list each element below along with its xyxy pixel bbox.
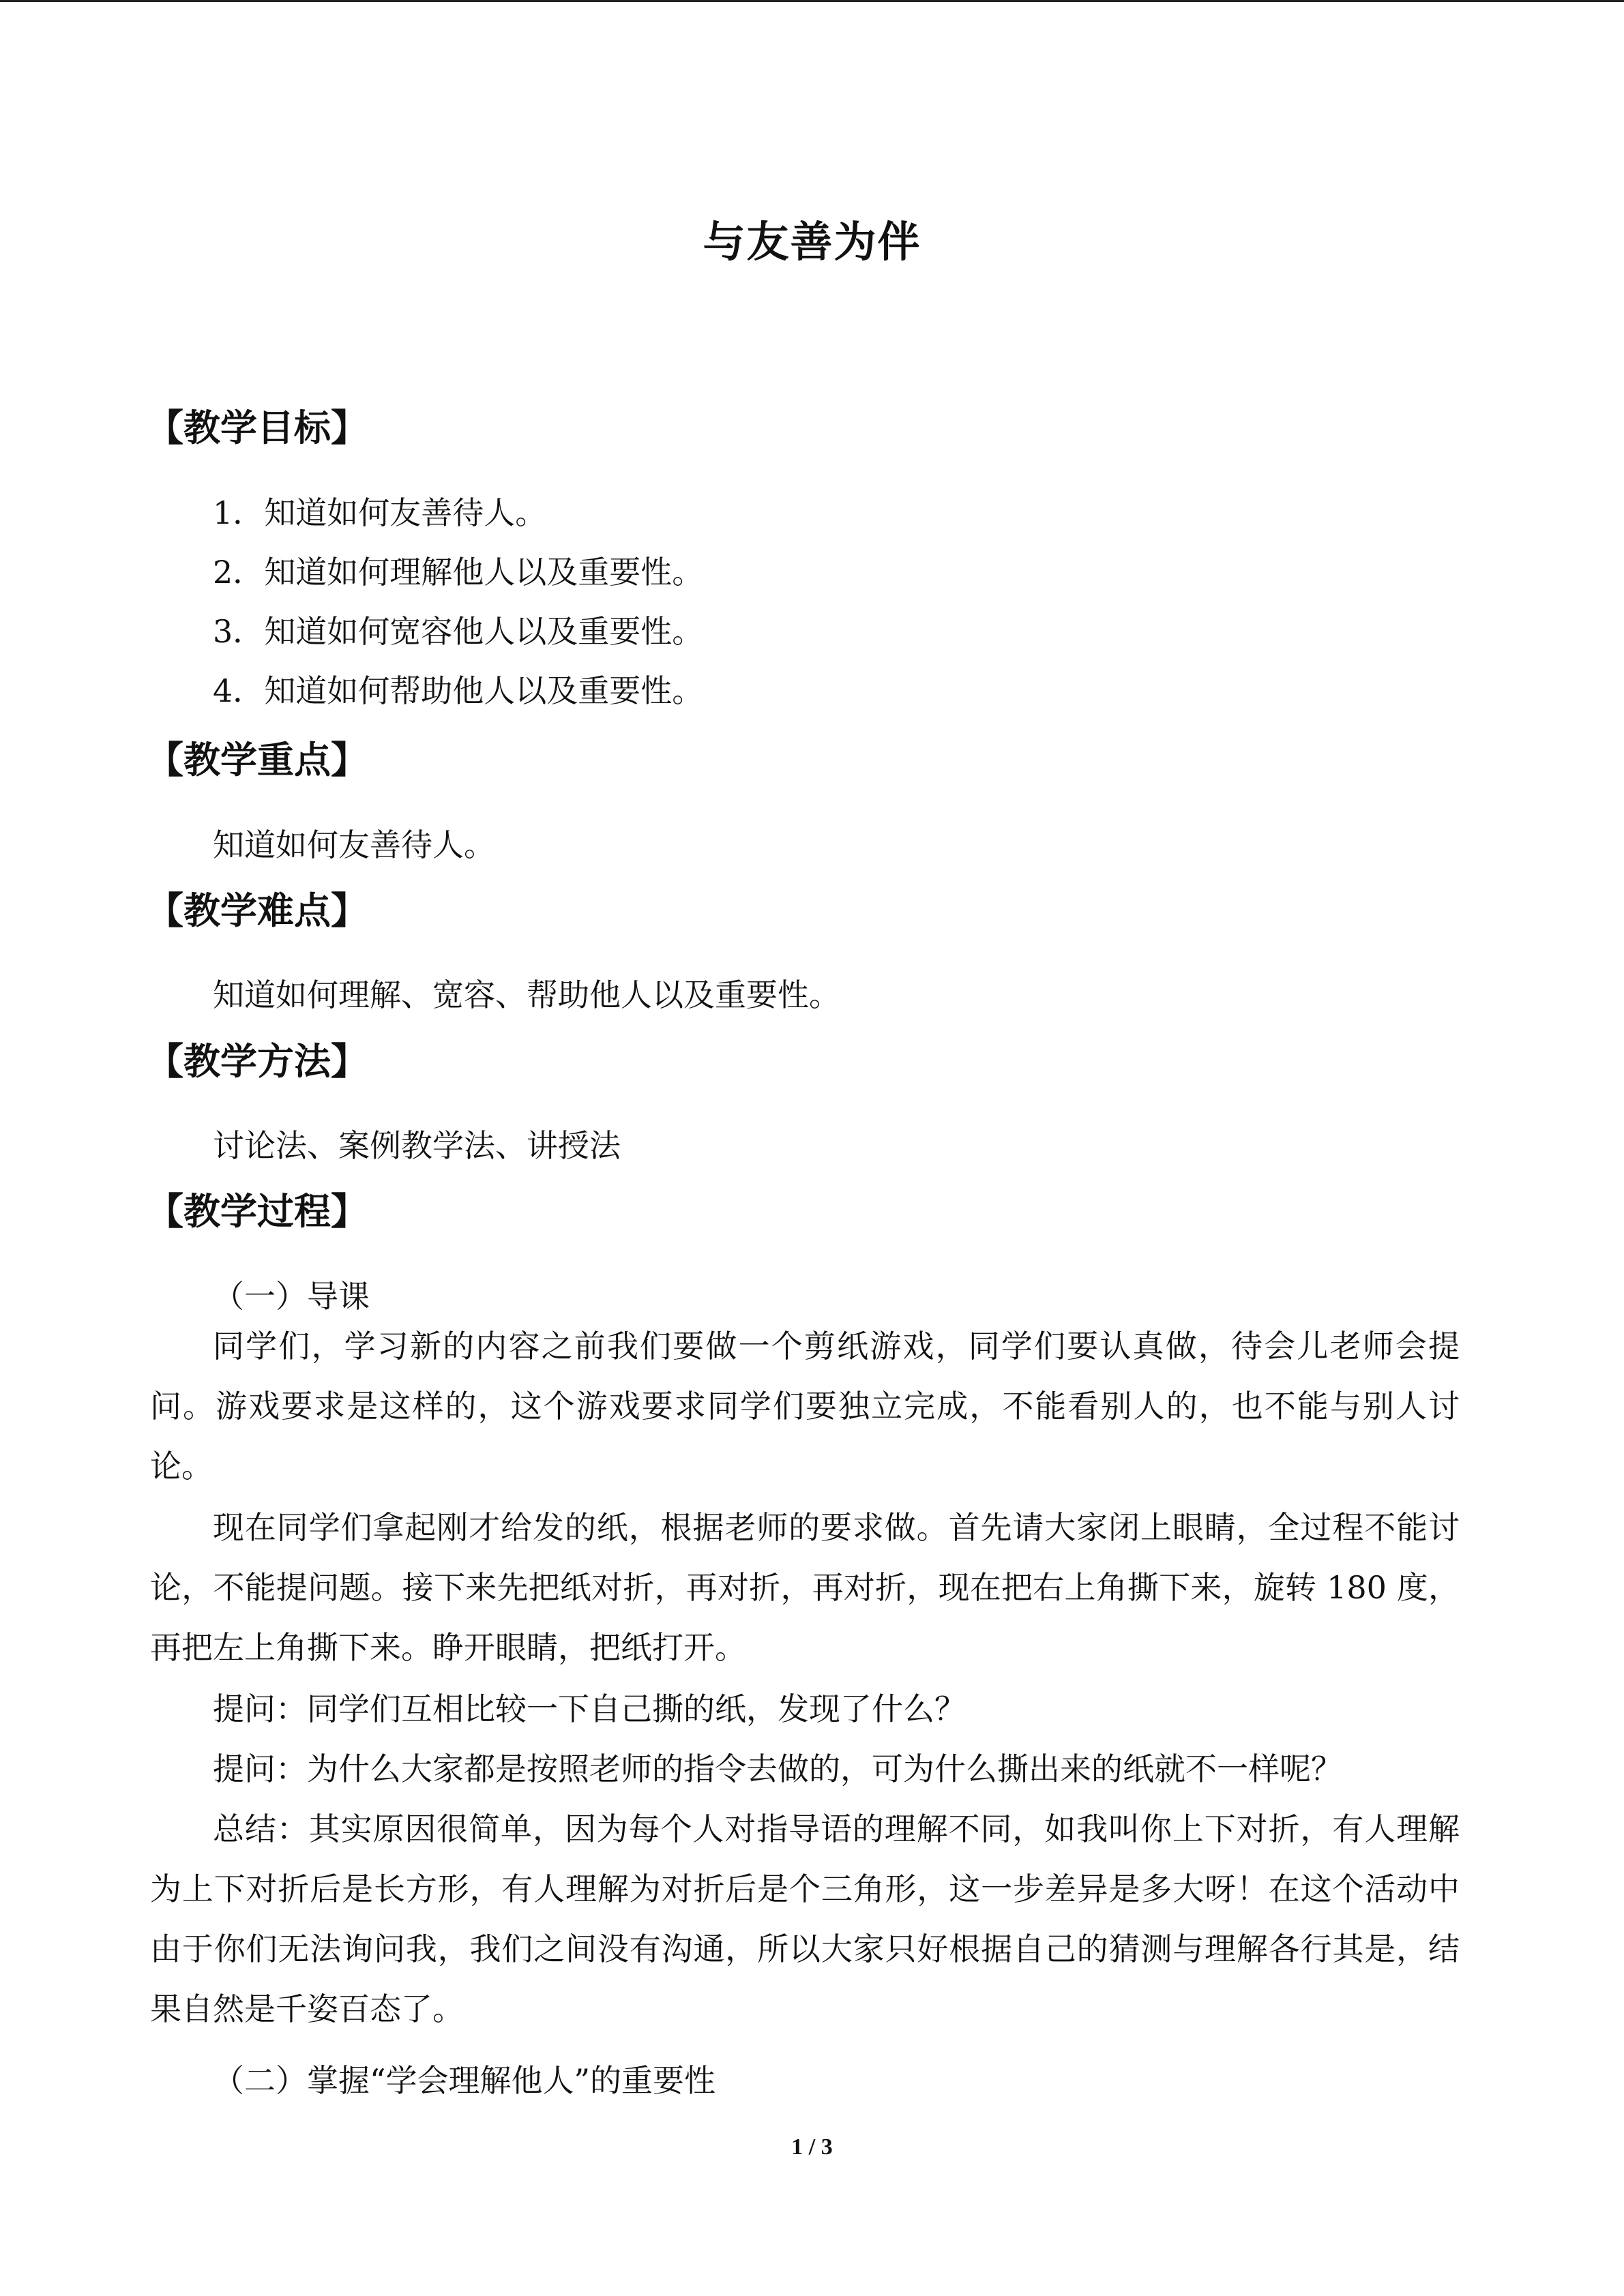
heading-objectives: 【教学目标】 [147, 406, 368, 449]
process-subheading-1: （一）导课 [213, 1278, 370, 1315]
heading-key-points: 【教学重点】 [147, 738, 368, 781]
heading-methods: 【教学方法】 [147, 1039, 368, 1083]
key-points-text: 知道如何友善待人。 [213, 826, 495, 863]
objective-item-2: 2．知道如何理解他人以及重要性。 [213, 554, 704, 591]
process-paragraph-5: 总结：其实原因很简单，因为每个人对指导语的理解不同，如我叫你上下对折，有人理解为上下对折后是长方形，有人理解为对折后是个三角形，这一步差异是多大呀！在这个活动中由于你们无法询问我，我们之间没有沟通，所以大家只好根据自己的猜测与理解各行其是，结果自然是千姿百态了。 [150, 1810, 1460, 2027]
process-paragraph-1: 同学们，学习新的内容之前我们要做一个剪纸游戏，同学们要认真做，待会儿老师会提问。游戏要求是这样的，这个游戏要求同学们要独立完成，不能看别人的，也不能与别人讨论。 [150, 1328, 1460, 1485]
heading-process: 【教学过程】 [147, 1189, 368, 1233]
methods-text: 讨论法、案例教学法、讲授法 [213, 1127, 621, 1164]
difficulties-text: 知道如何理解、宽容、帮助他人以及重要性。 [213, 976, 840, 1013]
document-title: 与友善为伴 [703, 217, 921, 267]
page-number: 1 / 3 [791, 2134, 833, 2160]
process-paragraph-3: 提问：同学们互相比较一下自己撕的纸，发现了什么？ [213, 1690, 966, 1727]
top-border-line [0, 0, 1624, 2]
objective-item-3: 3．知道如何宽容他人以及重要性。 [213, 613, 704, 650]
process-subheading-2: （二）掌握“学会理解他人”的重要性 [213, 2062, 716, 2099]
objective-item-1: 1．知道如何友善待人。 [213, 494, 547, 531]
heading-difficulties: 【教学难点】 [147, 889, 368, 932]
objective-item-4: 4．知道如何帮助他人以及重要性。 [213, 672, 704, 709]
process-paragraph-2: 现在同学们拿起刚才给发的纸，根据老师的要求做。首先请大家闭上眼睛，全过程不能讨论，不能提问题。接下来先把纸对折，再对折，再对折，现在把右上角撕下来，旋转 180 度，再把左上角撕下来。睁开眼睛，把纸打开。 [150, 1509, 1460, 1666]
process-paragraph-4: 提问：为什么大家都是按照老师的指令去做的，可为什么撕出来的纸就不一样呢？ [213, 1750, 1342, 1787]
